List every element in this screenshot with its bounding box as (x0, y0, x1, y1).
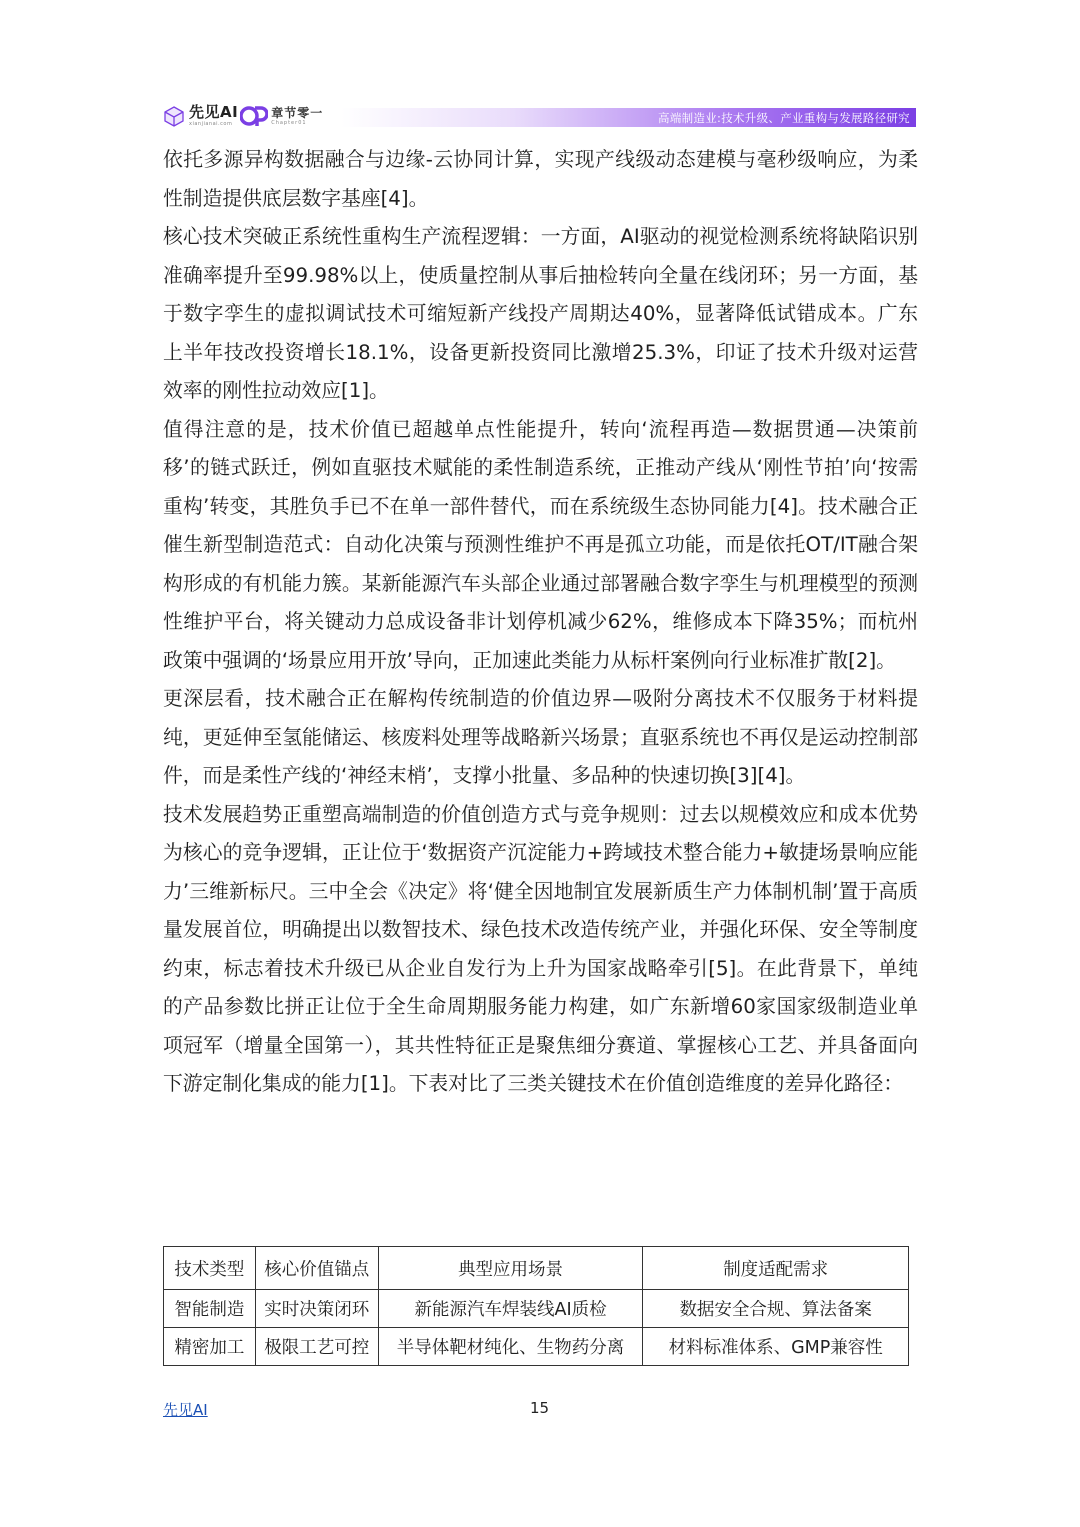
table-cell: 新能源汽车焊装线AI质检 (378, 1290, 643, 1328)
page-header (163, 101, 916, 131)
brand-subtitle: xianjianai.com (189, 121, 233, 127)
brand-name: 先见AI (189, 103, 239, 121)
partner-logo-icon (240, 104, 268, 128)
body-text (163, 141, 918, 1104)
brand-cube-icon (163, 105, 185, 127)
table-cell: 数据安全合规、算法备案 (643, 1290, 909, 1328)
table-cell: 精密加工 (164, 1328, 256, 1366)
paragraph: 技术发展趋势正重塑高端制造的价值创造方式与竞争规则：过去以规模效应和成本优势为核心的竞争逻辑，正让位于‘数据资产沉淀能力+跨域技术整合能力+敏捷场景响应能力’三维新标尺。三中全会《决定》将‘健全因地制宜发展新质生产力体制机制’置于高质量发展首位，明确提出以数智技术、绿色技术改造传统产业，并强化环保、安全等制度约束，标志着技术升级已从企业自发行为上升为国家战略牵引[5]。在此背景下，单纯的产品参数比拼正让位于全生命周期服务能力构建，如广东新增60家国家级制造业单项冠军（增量全国第一），其共性特征正是聚焦细分赛道、掌握核心工艺、并具备面向下游定制化集成的能力[1]。下表对比了三类关键技术在价值创造维度的差异化路径： (163, 802, 918, 1095)
paragraph: 值得注意的是，技术价值已超越单点性能提升，转向‘流程再造—数据贯通—决策前移’的链式跃迁，例如直驱技术赋能的柔性制造系统，正推动产线从‘刚性节拍’向‘按需重构’转变，其胜负手已不在单一部件替代，而在系统级生态协同能力[4]。技术融合正催生新型制造范式：自动化决策与预测性维护不再是孤立功能，而是依托OT/IT融合架构形成的有机能力簇。某新能源汽车头部企业通过部署融合数字孪生与机理模型的预测性维护平台，将关键动力总成设备非计划停机减少62%，维修成本下降35%；而杭州政策中强调的‘场景应用开放’导向，正加速此类能力从标杆案例向行业标准扩散[2]。 (163, 417, 918, 672)
table-header-cell: 核心价值锚点 (255, 1247, 378, 1290)
table-header-cell: 典型应用场景 (378, 1247, 643, 1290)
partner-subtitle: Chapter01 (271, 119, 307, 126)
paragraph: 核心技术突破正系统性重构生产流程逻辑：一方面，AI驱动的视觉检测系统将缺陷识别准确率提升至99.98%以上，使质量控制从事后抽检转向全量在线闭环；另一方面，基于数字孪生的虚拟调试技术可缩短新产线投产周期达40%，显著降低试错成本。广东上半年技改投资增长18.1%，设备更新投资同比激增25.3%，印证了技术升级对运营效率的刚性拉动效应[1]。 (163, 225, 918, 402)
page-number: 15 (530, 1399, 550, 1417)
paragraph: 依托多源异构数据融合与边缘-云协同计算，实现产线级动态建模与毫秒级响应，为柔性制造提供底层数字基座[4]。 (163, 148, 918, 210)
footer-brand-link[interactable]: 先见AI (163, 1401, 208, 1419)
technology-comparison-table (163, 1246, 909, 1366)
table-cell: 半导体靶材纯化、生物药分离 (378, 1328, 643, 1366)
table-cell: 智能制造 (164, 1290, 256, 1328)
paragraph: 更深层看，技术融合正在解构传统制造的价值边界—吸附分离技术不仅服务于材料提纯，更延伸至氢能储运、核废料处理等战略新兴场景；直驱系统也不再仅是运动控制部件，而是柔性产线的‘神经末梢’，支撑小批量、多品种的快速切换[3][4]。 (163, 687, 918, 787)
table-row (164, 1290, 909, 1328)
table-header-cell: 制度适配需求 (643, 1247, 909, 1290)
table-cell: 极限工艺可控 (255, 1328, 378, 1366)
table-row (164, 1328, 909, 1366)
document-title: 高端制造业:技术升级、产业重构与发展路径研究 (658, 110, 910, 125)
table-header-row (164, 1247, 909, 1290)
header-title-bar (341, 108, 916, 127)
table-header-cell: 技术类型 (164, 1247, 256, 1290)
brand-logo-group (163, 101, 323, 131)
partner-name: 章节零一 (271, 105, 324, 120)
table-cell: 实时决策闭环 (255, 1290, 378, 1328)
table-cell: 材料标准体系、GMP兼容性 (643, 1328, 909, 1366)
